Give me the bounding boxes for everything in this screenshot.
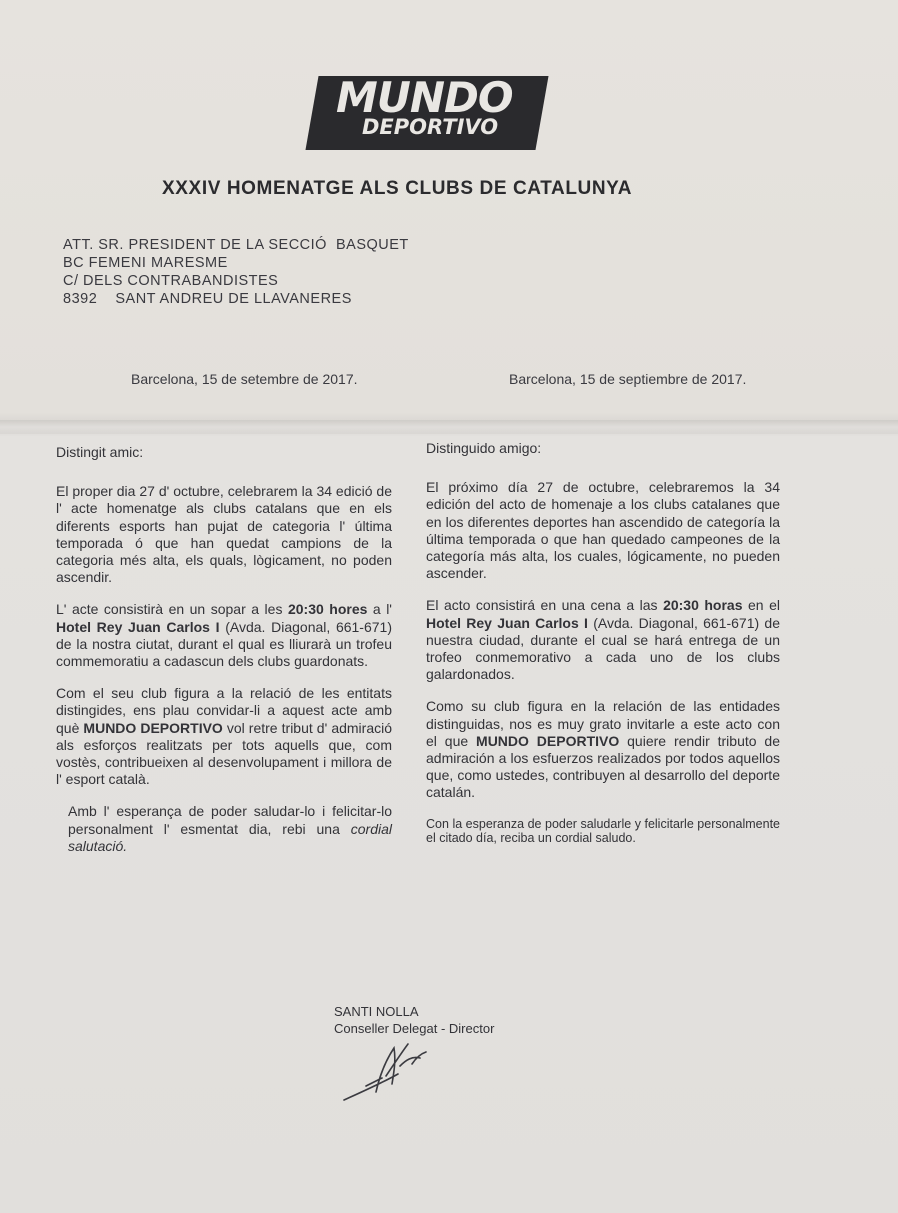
- paragraph: Como su club figura en la relación de las entidades distinguidas, nos es muy grato invitarle a este acto con el que MUNDO DEPORTIVO quiere rendir tributo de admiración a los esfuerzos realizados por todos aquellos que, como ustedes, contribuyen al desarrollo del deporte catalán.: [426, 698, 780, 801]
- signatory-role: Conseller Delegat - Director: [334, 1021, 495, 1036]
- spanish-column: [426, 440, 780, 861]
- paragraph: Com el seu club figura a la relació de les entitats distingides, ens plau convidar-li a aquest acte amb què MUNDO DEPORTIVO vol retre tribut d' admiració als esforços realitzats per tots aquells que, com vostès, contribueixen al desenvolupament i millora de l' esport català.: [56, 685, 393, 788]
- paragraph: El acto consistirá en una cena a las 20:30 horas en el Hotel Rey Juan Carlos I (Avda. Diagonal, 661-671) de nuestra ciudad, durante el cual se hará entrega de un trofeo conmemorativo a cada uno de los clubs galardonados.: [426, 597, 780, 683]
- paragraph: Amb l' esperança de poder saludar-lo i felicitar-lo personalment l' esmentat dia, rebi una cordial salutació.: [68, 803, 392, 854]
- logo-text-deportivo: DEPORTIVO: [362, 115, 499, 139]
- signatory-name: SANTI NOLLA: [334, 1004, 419, 1019]
- logo-text-mundo: MUNDO: [336, 73, 513, 122]
- address-line: BC FEMENI MARESME: [63, 255, 228, 271]
- greeting-spanish: Distinguido amigo:: [426, 440, 542, 456]
- date-spanish: Barcelona, 15 de septiembre de 2017.: [509, 371, 747, 387]
- date-catalan: Barcelona, 15 de setembre de 2017.: [131, 371, 358, 387]
- address-line: C/ DELS CONTRABANDISTES: [63, 273, 279, 289]
- recipient-address: [63, 236, 409, 308]
- handwritten-signature: [336, 1034, 446, 1106]
- paragraph: El próximo día 27 de octubre, celebraremos la 34 edición del acto de homenaje a los clubs catalanes que en los diferentes deportes han ascendido de categoría la última temporada o que han quedado campeones de la categoría más alta, los cuales, lógicamente, no pueden ascender.: [426, 479, 780, 582]
- page-title: XXXIV HOMENATGE ALS CLUBS DE CATALUNYA: [162, 178, 633, 199]
- paragraph: El proper dia 27 d' octubre, celebrarem la 34 edició de l' acte homenatge als clubs catalans que en els diferents esports han pujat de categoria l' última temporada ó que han quedat campions de la categoria més alta, els quals, lògicament, no poden ascendir.: [56, 483, 392, 586]
- paragraph: Con la esperanza de poder saludarle y felicitarle personalmente el citado día, reciba un cordial saludo.: [426, 816, 780, 846]
- paragraph: L' acte consistirà en un sopar a les 20:30 hores a l' Hotel Rey Juan Carlos I (Avda. Diagonal, 661-671) de la nostra ciutat, durant el qual es lliurarà un trofeu commemoratiu a cadascun dels clubs guardonats.: [56, 601, 392, 670]
- greeting-catalan: Distingit amic:: [56, 444, 144, 460]
- address-line: 8392 SANT ANDREU DE LLAVANERES: [63, 291, 352, 307]
- paper-fold: [0, 420, 898, 434]
- catalan-column: [56, 444, 392, 870]
- address-line: ATT. SR. PRESIDENT DE LA SECCIÓ BASQUET: [63, 237, 409, 253]
